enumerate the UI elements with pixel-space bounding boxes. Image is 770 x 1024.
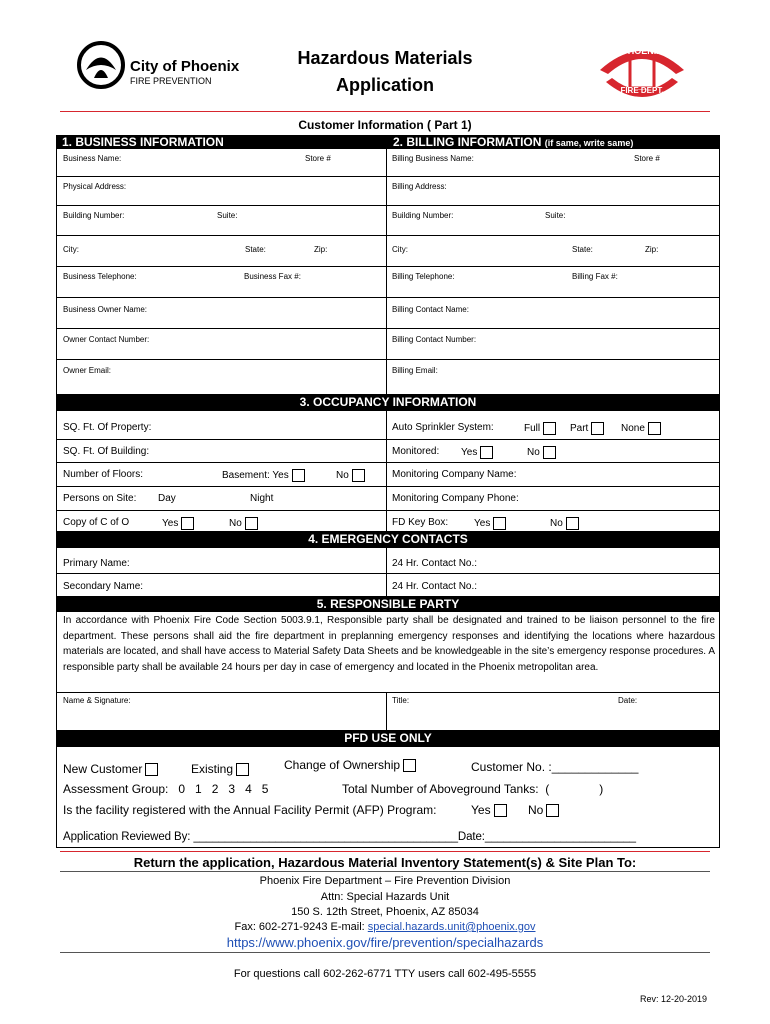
responsible-party-text: In accordance with Phoenix Fire Code Section 5003.9.1, Responsible party shall be designated and trained to be liaison personnel to the fire department. These persons shall aid the fire department in preplanning emergency responses and identifying the locations where hazardous materials are located, and shall have access to Material Safety Data Sheets and be knowledgeable in the site’s emergency response procedures. A responsible party shall be available 24 hours per day in case of emergency and located in the Phoenix metropolitan area. xyxy=(63,615,715,673)
sprinkler-full-option[interactable]: Full xyxy=(524,422,556,435)
billing-contact-field[interactable]: Billing Contact Name: xyxy=(392,305,469,314)
date-field[interactable]: Date: xyxy=(618,696,638,705)
row-line xyxy=(56,510,720,511)
checkbox-icon[interactable] xyxy=(648,422,661,435)
afp-no-option[interactable]: No xyxy=(528,803,559,817)
website-link[interactable]: https://www.phoenix.gov/fire/prevention/specialhazards xyxy=(226,935,544,950)
billing-contact-number-field[interactable]: Billing Contact Number: xyxy=(392,335,477,344)
sprinkler-part-option[interactable]: Part xyxy=(570,422,604,435)
checkbox-icon[interactable] xyxy=(494,804,507,817)
billing-phone-field[interactable]: Billing Telephone: xyxy=(392,272,455,281)
grid-right xyxy=(719,411,720,531)
billing-state-field[interactable]: State: xyxy=(572,245,593,254)
billing-email-field[interactable]: Billing Email: xyxy=(392,366,438,375)
persons-night-label: Night xyxy=(250,493,274,504)
assessment-group[interactable]: Assessment Group: 0 1 2 3 4 5 xyxy=(63,782,269,796)
grid-left xyxy=(56,548,57,596)
monitored-no-option[interactable]: No xyxy=(527,446,556,459)
divider xyxy=(60,952,710,953)
basement-yes-option[interactable]: Basement: Yes xyxy=(222,469,305,482)
persons-day-label: Day xyxy=(158,493,176,504)
owner-contact-field[interactable]: Owner Contact Number: xyxy=(63,335,150,344)
footer-divider xyxy=(60,851,710,852)
floors-field[interactable]: Number of Floors: xyxy=(63,469,144,480)
title-field[interactable]: Title: xyxy=(392,696,410,705)
sprinkler-label: Auto Sprinkler System: xyxy=(392,422,494,433)
sec4-bar: 4. EMERGENCY CONTACTS xyxy=(56,531,720,548)
contact-line: Fax: 602-271-9243 E-mail: special.hazards.unit@phoenix.gov xyxy=(234,921,536,933)
secondary-name-field[interactable]: Secondary Name: xyxy=(63,581,144,592)
name-signature-field[interactable]: Name & Signature: xyxy=(63,696,131,705)
checkbox-icon[interactable] xyxy=(403,759,416,772)
billing-fax-field[interactable]: Billing Fax #: xyxy=(572,272,618,281)
billing-name-field[interactable]: Billing Business Name: xyxy=(392,154,474,163)
persons-field[interactable]: Persons on Site: xyxy=(63,493,137,504)
grid-mid xyxy=(386,548,387,596)
grid-left xyxy=(56,411,57,531)
existing-option[interactable]: Existing xyxy=(191,762,249,776)
state-field[interactable]: State: xyxy=(245,245,266,254)
row-line xyxy=(56,176,720,177)
questions-line: For questions call 602-262-6771 TTY users call 602-495-5555 xyxy=(233,968,537,980)
grid-left xyxy=(56,747,57,847)
grid-mid xyxy=(386,411,387,531)
store-number-field[interactable]: Store # xyxy=(305,154,331,163)
business-fax-field[interactable]: Business Fax #: xyxy=(244,272,301,281)
cofo-no-option[interactable]: No xyxy=(229,517,258,530)
billing-suite-field[interactable]: Suite: xyxy=(545,211,566,220)
checkbox-icon[interactable] xyxy=(145,763,158,776)
monitoring-phone-field[interactable]: Monitoring Company Phone: xyxy=(392,493,519,504)
building-number-field[interactable]: Building Number: xyxy=(63,211,125,220)
sprinkler-none-option[interactable]: None xyxy=(621,422,661,435)
cofo-yes-option[interactable]: Yes xyxy=(162,517,194,530)
row-line xyxy=(56,205,720,206)
email-link[interactable]: special.hazards.unit@phoenix.gov xyxy=(367,921,536,933)
checkbox-icon[interactable] xyxy=(591,422,604,435)
afp-question: Is the facility registered with the Annual Facility Permit (AFP) Program: xyxy=(63,803,437,817)
checkbox-icon[interactable] xyxy=(236,763,249,776)
billing-building-field[interactable]: Building Number: xyxy=(392,211,454,220)
pfd-bar: PFD USE ONLY xyxy=(56,730,720,747)
checkbox-icon[interactable] xyxy=(480,446,493,459)
checkbox-icon[interactable] xyxy=(245,517,258,530)
page-title: Hazardous Materials Application xyxy=(297,48,473,95)
sec1-title: 1. BUSINESS INFORMATION xyxy=(62,135,224,149)
checkbox-icon[interactable] xyxy=(292,469,305,482)
new-customer-option[interactable]: New Customer xyxy=(63,762,158,776)
row-line xyxy=(56,486,720,487)
suite-field[interactable]: Suite: xyxy=(217,211,238,220)
sqft-property-field[interactable]: SQ. Ft. Of Property: xyxy=(63,422,152,433)
grid-right xyxy=(719,747,720,847)
address-line: 150 S. 12th Street, Phoenix, AZ 85034 xyxy=(291,906,479,918)
grid-right xyxy=(719,548,720,596)
primary-24hr-field[interactable]: 24 Hr. Contact No.: xyxy=(392,558,478,569)
grid-mid xyxy=(386,149,387,394)
row-line xyxy=(56,266,720,267)
attn-line: Attn: Special Hazards Unit xyxy=(320,891,450,903)
row-line xyxy=(56,462,720,463)
grid-mid xyxy=(386,692,387,730)
row-line xyxy=(56,847,720,848)
change-ownership-option[interactable]: Change of Ownership xyxy=(284,758,416,772)
city-field[interactable]: City: xyxy=(63,245,79,254)
checkbox-icon[interactable] xyxy=(543,446,556,459)
sec5-bar: 5. RESPONSIBLE PARTY xyxy=(56,596,720,612)
logo-sub: FIRE PREVENTION xyxy=(130,76,212,86)
checkbox-icon[interactable] xyxy=(181,517,194,530)
monitored-yes-option[interactable]: Yes xyxy=(461,446,493,459)
divider xyxy=(60,871,710,872)
billing-city-field[interactable]: City: xyxy=(392,245,408,254)
grid-left xyxy=(56,149,57,394)
business-phone-field[interactable]: Business Telephone: xyxy=(63,272,137,281)
grid-right xyxy=(719,612,720,730)
aboveground-tanks-field[interactable]: Total Number of Aboveground Tanks: ( ) xyxy=(342,782,604,796)
checkbox-icon[interactable] xyxy=(543,422,556,435)
billing-zip-field[interactable]: Zip: xyxy=(645,245,659,254)
owner-name-field[interactable]: Business Owner Name: xyxy=(63,305,148,314)
primary-name-field[interactable]: Primary Name: xyxy=(63,558,130,569)
fire-dept-seal: PHOENIX FIRE DEPT. xyxy=(596,40,688,102)
row-line xyxy=(56,439,720,440)
phoenix-bird-logo-icon xyxy=(76,40,126,90)
return-heading: Return the application, Hazardous Material Inventory Statement(s) & Site Plan To: xyxy=(133,855,637,870)
keybox-yes-option[interactable]: Yes xyxy=(474,517,506,530)
row-line xyxy=(56,297,720,298)
afp-yes-option[interactable]: Yes xyxy=(471,803,507,817)
billing-store-field[interactable]: Store # xyxy=(634,154,660,163)
monitoring-company-field[interactable]: Monitoring Company Name: xyxy=(392,469,517,480)
row-line xyxy=(56,328,720,329)
cofo-label: Copy of C of O xyxy=(63,517,130,528)
checkbox-icon[interactable] xyxy=(566,517,579,530)
billing-address-field[interactable]: Billing Address: xyxy=(392,182,447,191)
row-line xyxy=(56,692,720,693)
monitored-label: Monitored: xyxy=(392,446,440,457)
row-line xyxy=(56,235,720,236)
owner-email-field[interactable]: Owner Email: xyxy=(63,366,112,375)
checkbox-icon[interactable] xyxy=(546,804,559,817)
grid-right xyxy=(719,149,720,394)
reviewed-by-field[interactable]: Application Reviewed By: __________________________________________Date:________________________ xyxy=(63,831,636,843)
sqft-building-field[interactable]: SQ. Ft. Of Building: xyxy=(63,446,150,457)
row-line xyxy=(56,359,720,360)
keybox-no-option[interactable]: No xyxy=(550,517,579,530)
header-divider xyxy=(60,111,710,112)
logo-name: City of Phoenix xyxy=(130,58,240,75)
grid-left xyxy=(56,612,57,730)
dept-line: Phoenix Fire Department – Fire Prevention Division xyxy=(259,875,511,887)
zip-field[interactable]: Zip: xyxy=(314,245,328,254)
business-name-field[interactable]: Business Name: xyxy=(63,154,122,163)
revision: Rev: 12-20-2019 xyxy=(640,994,708,1004)
row-line xyxy=(56,573,720,574)
sec2-title: 2. BILLING INFORMATION (if same, write same) xyxy=(393,135,634,149)
physical-address-field[interactable]: Physical Address: xyxy=(63,182,127,191)
checkbox-icon[interactable] xyxy=(493,517,506,530)
part-title: Customer Information ( Part 1) xyxy=(298,118,472,132)
checkbox-icon[interactable] xyxy=(352,469,365,482)
customer-number-field[interactable]: Customer No. :_____________ xyxy=(471,760,639,774)
fd-keybox-label: FD Key Box: xyxy=(392,517,449,528)
basement-no-option[interactable]: No xyxy=(336,469,365,482)
secondary-24hr-field[interactable]: 24 Hr. Contact No.: xyxy=(392,581,478,592)
sec3-bar: 3. OCCUPANCY INFORMATION xyxy=(56,394,720,411)
